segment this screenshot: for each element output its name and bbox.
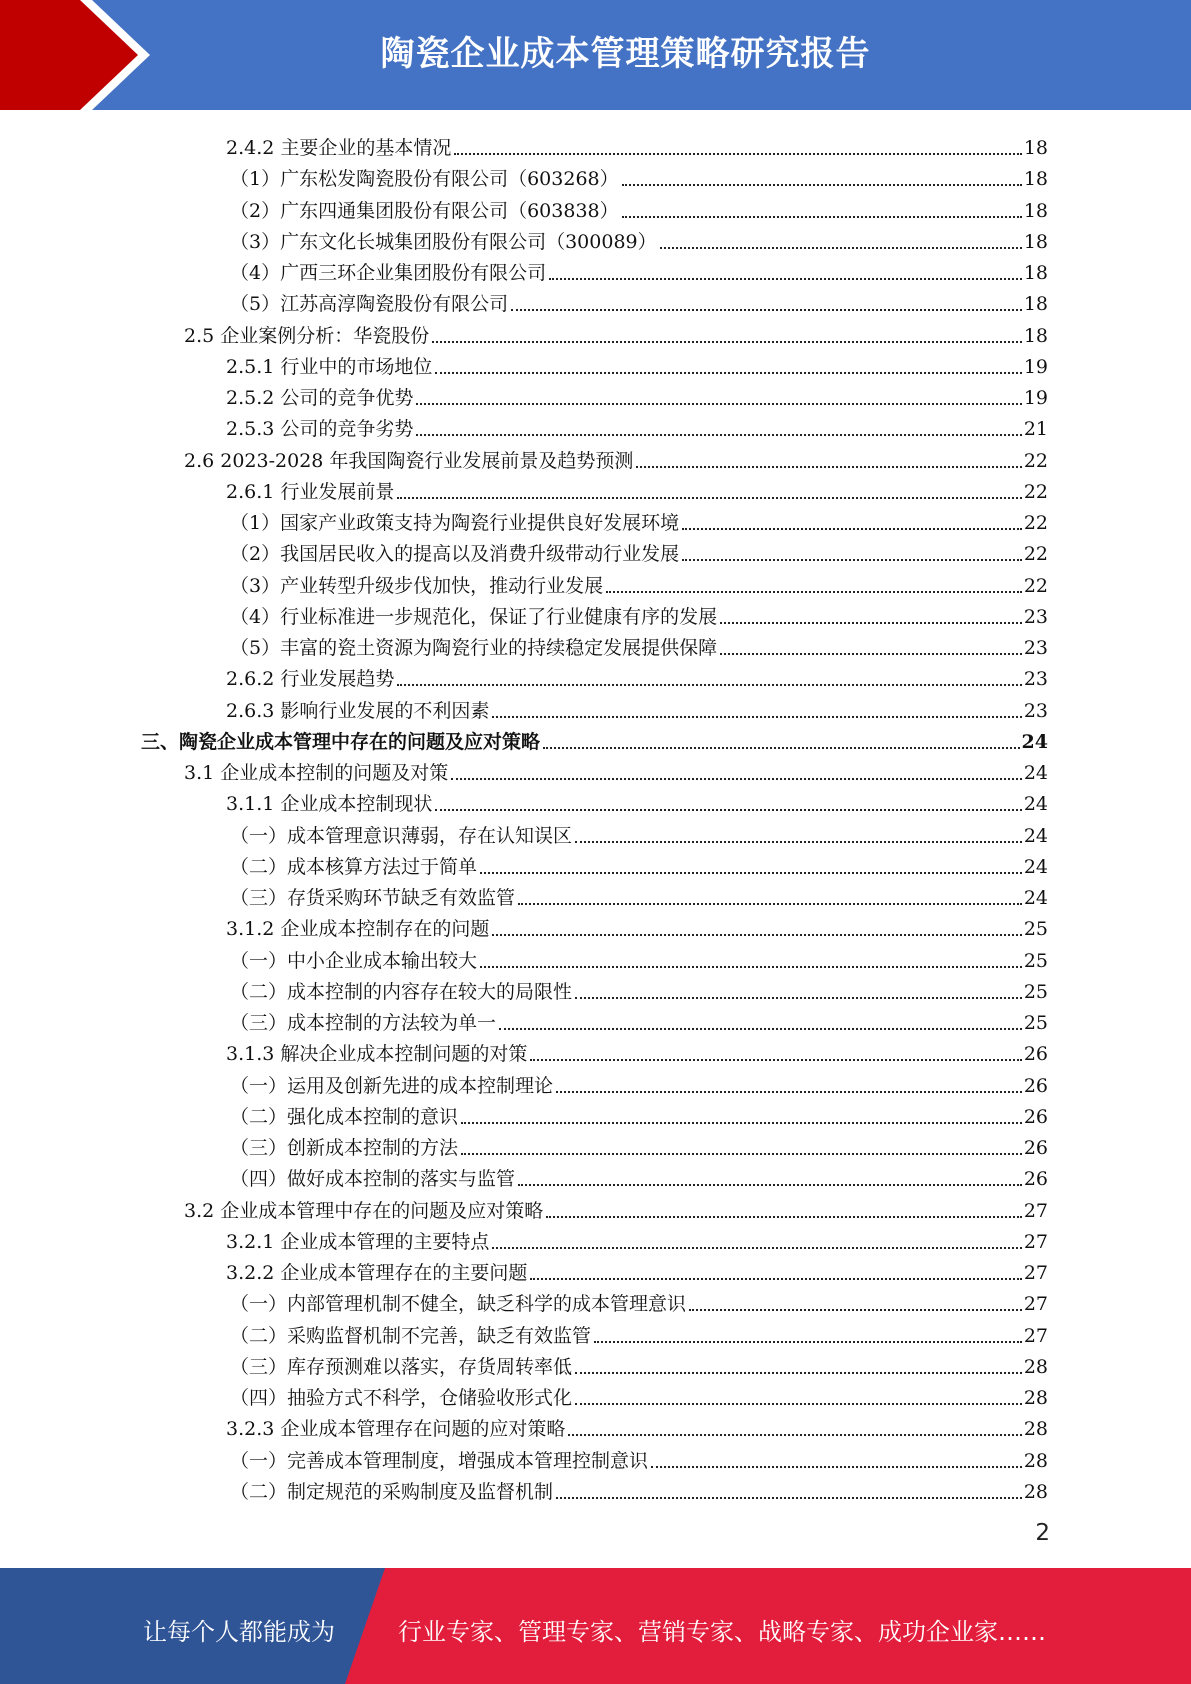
toc-entry-page: 22 <box>1023 543 1048 566</box>
toc-dot-leader <box>549 278 1022 280</box>
toc-dot-leader <box>622 184 1022 186</box>
toc-entry-label: 2.5.1 行业中的市场地位 <box>226 355 433 378</box>
toc-entry-label: 2.5 企业案例分析：华瓷股份 <box>184 324 430 347</box>
toc-entry-page: 26 <box>1023 1105 1048 1128</box>
toc-dot-leader <box>480 872 1022 874</box>
toc-dot-leader <box>636 466 1021 468</box>
toc-dot-leader <box>543 747 1020 749</box>
toc-entry[interactable] <box>230 1316 1048 1347</box>
toc-entry-page: 22 <box>1023 449 1048 472</box>
toc-entry-label: （一）运用及创新先进的成本控制理论 <box>230 1074 554 1097</box>
toc-entry-page: 25 <box>1023 1012 1048 1034</box>
toc-entry-page: 28 <box>1023 1355 1048 1378</box>
toc-dot-leader <box>720 653 1022 655</box>
toc-entry-page: 22 <box>1023 480 1048 503</box>
toc-entry[interactable] <box>230 1441 1048 1472</box>
toc-entry-label: （2）我国居民收入的提高以及消费升级带动行业发展 <box>230 543 680 566</box>
toc-dot-leader <box>416 403 1021 405</box>
toc-entry-label: 2.4.2 主要企业的基本情况 <box>226 137 452 159</box>
toc-entry-label: （1）广东松发陶瓷股份有限公司（603268） <box>230 168 619 191</box>
page-number: 2 <box>1035 1520 1050 1546</box>
toc-entry[interactable] <box>226 128 1048 159</box>
toc-entry-label: 三、陶瓷企业成本管理中存在的问题及应对策略 <box>141 730 541 753</box>
toc-entry-label: 2.5.2 公司的竞争优势 <box>226 387 414 409</box>
toc-dot-leader <box>575 1403 1022 1405</box>
toc-entry-page: 18 <box>1023 324 1048 347</box>
toc-entry-label: （4）广西三环企业集团股份有限公司 <box>230 262 547 284</box>
toc-entry-page: 25 <box>1023 949 1048 972</box>
toc-dot-leader <box>511 309 1022 311</box>
toc-entry-label: 3.1.3 解决企业成本控制问题的对策 <box>226 1043 528 1066</box>
toc-dot-leader <box>518 903 1022 905</box>
toc-entry[interactable] <box>184 316 1048 347</box>
toc-entry-label: 3.2.3 企业成本管理存在问题的应对策略 <box>226 1418 566 1441</box>
toc-dot-leader <box>492 716 1021 718</box>
toc-entry-label: （一）成本管理意识薄弱，存在认知误区 <box>230 824 573 847</box>
toc-entry[interactable] <box>230 1284 1048 1315</box>
toc-entry[interactable] <box>184 753 1048 784</box>
toc-entry-page: 18 <box>1023 168 1048 191</box>
toc-entry-page: 18 <box>1023 137 1048 159</box>
toc-entry-label: （三）成本控制的方法较为单一 <box>230 1012 497 1034</box>
toc-dot-leader <box>575 1372 1022 1374</box>
toc-dot-leader <box>454 153 1021 155</box>
toc-dot-leader <box>568 1434 1021 1436</box>
toc-entry-label: （2）广东四通集团股份有限公司（603838） <box>230 199 619 222</box>
toc-entry[interactable] <box>230 628 1048 659</box>
toc-entry-page: 28 <box>1023 1418 1048 1441</box>
toc-dot-leader <box>689 1309 1022 1311</box>
toc-entry-page: 28 <box>1023 1449 1048 1472</box>
report-title: 陶瓷企业成本管理策略研究报告 <box>380 34 871 74</box>
toc-entry-page: 28 <box>1023 1480 1048 1503</box>
toc-entry-label: （二）采购监督机制不完善，缺乏有效监管 <box>230 1324 592 1347</box>
toc-dot-leader <box>575 997 1022 999</box>
footer-slogan-right: 行业专家、管理专家、营销专家、战略专家、成功企业家…… <box>398 1618 1046 1646</box>
toc-entry[interactable] <box>230 878 1048 909</box>
toc-entry-page: 26 <box>1023 1168 1048 1191</box>
toc-entry-page: 24 <box>1023 887 1048 909</box>
toc-entry-page: 23 <box>1023 605 1048 628</box>
toc-entry[interactable] <box>226 691 1048 722</box>
toc-entry[interactable] <box>226 784 1048 815</box>
toc-entry-label: （二）成本控制的内容存在较大的局限性 <box>230 980 573 1003</box>
toc-dot-leader <box>480 966 1022 968</box>
toc-entry-page: 19 <box>1023 387 1048 409</box>
toc-entry[interactable] <box>226 909 1048 940</box>
toc-entry-page: 24 <box>1023 824 1048 847</box>
toc-entry-label: 2.6.1 行业发展前景 <box>226 480 395 503</box>
toc-dot-leader <box>432 341 1022 343</box>
toc-entry-label: （二）制定规范的采购制度及监督机制 <box>230 1480 554 1503</box>
toc-dot-leader <box>492 934 1021 936</box>
toc-entry-page: 25 <box>1023 980 1048 1003</box>
toc-dot-leader <box>594 1341 1022 1343</box>
toc-dot-leader <box>622 216 1022 218</box>
toc-entry[interactable] <box>226 347 1048 378</box>
toc-entry-page: 24 <box>1023 793 1048 816</box>
toc-entry-page: 26 <box>1023 1074 1048 1097</box>
toc-entry-label: （3）广东文化长城集团股份有限公司（300089） <box>230 230 657 253</box>
toc-entry[interactable] <box>230 1347 1048 1378</box>
toc-entry-page: 22 <box>1023 574 1048 597</box>
toc-entry[interactable] <box>230 1003 1048 1034</box>
toc-entry[interactable] <box>230 222 1048 253</box>
toc-dot-leader <box>530 1059 1021 1061</box>
toc-entry-page: 23 <box>1023 699 1048 722</box>
toc-entry[interactable] <box>230 191 1048 222</box>
toc-entry[interactable] <box>184 441 1048 472</box>
toc-entry-label: 2.6.3 影响行业发展的不利因素 <box>226 699 490 722</box>
footer-slogan-left: 让每个人都能成为 <box>143 1618 335 1646</box>
toc-entry-label: 3.2.2 企业成本管理存在的主要问题 <box>226 1262 528 1284</box>
toc-dot-leader <box>461 1122 1022 1124</box>
toc-entry[interactable] <box>141 722 1048 753</box>
toc-dot-leader <box>546 1216 1022 1218</box>
toc-entry-page: 19 <box>1023 355 1048 378</box>
toc-entry[interactable] <box>230 284 1048 315</box>
toc-dot-leader <box>397 497 1021 499</box>
toc-entry-label: （四）抽验方式不科学，仓储验收形式化 <box>230 1387 573 1409</box>
toc-entry[interactable] <box>184 1191 1048 1222</box>
toc-entry-page: 24 <box>1023 762 1048 784</box>
toc-entry[interactable] <box>230 503 1048 534</box>
toc-entry-label: （三）库存预测难以落实，存货周转率低 <box>230 1355 573 1378</box>
toc-entry-label: （一）内部管理机制不健全，缺乏科学的成本管理意识 <box>230 1293 687 1316</box>
toc-entry-label: （三）存货采购环节缺乏有效监管 <box>230 887 516 909</box>
toc-entry-page: 25 <box>1023 918 1048 941</box>
toc-entry[interactable] <box>226 1034 1048 1065</box>
toc-dot-leader <box>499 1028 1022 1030</box>
toc-entry[interactable] <box>226 659 1048 690</box>
toc-entry-label: 2.6.2 行业发展趋势 <box>226 668 395 691</box>
toc-entry-page: 18 <box>1023 293 1048 316</box>
toc-dot-leader <box>416 434 1021 436</box>
page-header <box>0 0 1191 110</box>
toc-entry[interactable] <box>226 472 1048 503</box>
toc-entry-label: （5）江苏高淳陶瓷股份有限公司 <box>230 293 509 316</box>
toc-entry-label: （4）行业标准进一步规范化，保证了行业健康有序的发展 <box>230 605 718 628</box>
toc-entry-page: 23 <box>1023 637 1048 659</box>
toc-dot-leader <box>530 1278 1021 1280</box>
toc-dot-leader <box>556 1497 1022 1499</box>
toc-entry[interactable] <box>230 597 1048 628</box>
toc-entry-page: 21 <box>1023 418 1048 441</box>
toc-dot-leader <box>682 559 1022 561</box>
toc-entry-label: 3.2 企业成本管理中存在的问题及应对策略 <box>184 1199 544 1222</box>
toc-dot-leader <box>435 372 1021 374</box>
toc-entry-page: 18 <box>1023 199 1048 222</box>
toc-dot-leader <box>451 778 1022 780</box>
toc-entry[interactable] <box>230 1097 1048 1128</box>
toc-entry[interactable] <box>230 972 1048 1003</box>
toc-entry-label: （5）丰富的瓷土资源为陶瓷行业的持续稳定发展提供保障 <box>230 637 718 659</box>
toc-dot-leader <box>435 809 1021 811</box>
toc-dot-leader <box>518 1184 1022 1186</box>
toc-entry-label: 3.2.1 企业成本管理的主要特点 <box>226 1230 490 1253</box>
toc-entry-page: 23 <box>1023 668 1048 691</box>
toc-entry-label: （二）强化成本控制的意识 <box>230 1105 459 1128</box>
toc-entry-label: 3.1 企业成本控制的问题及对策 <box>184 762 449 784</box>
toc-dot-leader <box>461 1153 1022 1155</box>
toc-entry[interactable] <box>230 816 1048 847</box>
toc-entry-label: 2.6 2023-2028 年我国陶瓷行业发展前景及趋势预测 <box>184 449 634 472</box>
toc-dot-leader <box>492 1247 1021 1249</box>
toc-dot-leader <box>575 841 1022 843</box>
toc-entry-page: 26 <box>1023 1043 1048 1066</box>
toc-entry-page: 22 <box>1023 512 1048 534</box>
toc-entry[interactable] <box>230 159 1048 190</box>
toc-entry[interactable] <box>226 1253 1048 1284</box>
toc-entry-page: 27 <box>1023 1324 1048 1347</box>
toc-entry[interactable] <box>230 1066 1048 1097</box>
toc-entry-page: 24 <box>1023 855 1048 878</box>
toc-entry[interactable] <box>230 566 1048 597</box>
toc-entry-label: 3.1.2 企业成本控制存在的问题 <box>226 918 490 941</box>
toc-dot-leader <box>556 1091 1022 1093</box>
toc-entry-page: 24 <box>1021 730 1048 753</box>
toc-entry[interactable] <box>226 1222 1048 1253</box>
toc-entry[interactable] <box>230 847 1048 878</box>
toc-entry-page: 27 <box>1023 1199 1048 1222</box>
toc-entry-page: 28 <box>1023 1387 1048 1409</box>
toc-entry-label: （二）成本核算方法过于简单 <box>230 855 478 878</box>
toc-dot-leader <box>720 622 1022 624</box>
toc-entry[interactable] <box>230 534 1048 565</box>
toc-entry-label: 3.1.1 企业成本控制现状 <box>226 793 433 816</box>
toc-entry[interactable] <box>230 1472 1048 1503</box>
toc-dot-leader <box>606 591 1022 593</box>
toc-entry-page: 18 <box>1023 262 1048 284</box>
toc-entry-page: 27 <box>1023 1293 1048 1316</box>
toc-entry-label: （3）产业转型升级步伐加快，推动行业发展 <box>230 574 604 597</box>
toc-entry-label: （1）国家产业政策支持为陶瓷行业提供良好发展环境 <box>230 512 680 534</box>
toc-entry[interactable] <box>230 1378 1048 1409</box>
toc-entry-page: 18 <box>1023 230 1048 253</box>
toc-dot-leader <box>397 684 1021 686</box>
toc-entry[interactable] <box>230 1159 1048 1190</box>
toc-entry[interactable] <box>226 409 1048 440</box>
toc-entry-label: 2.5.3 公司的竞争劣势 <box>226 418 414 441</box>
toc-entry-label: （一）中小企业成本输出较大 <box>230 949 478 972</box>
toc-entry-label: （一）完善成本管理制度，增强成本管理控制意识 <box>230 1449 649 1472</box>
toc-dot-leader <box>651 1466 1022 1468</box>
toc-entry[interactable] <box>230 941 1048 972</box>
toc-entry-page: 27 <box>1023 1230 1048 1253</box>
toc-entry-page: 26 <box>1023 1137 1048 1159</box>
toc-entry-label: （四）做好成本控制的落实与监管 <box>230 1168 516 1191</box>
page-footer <box>0 1568 1191 1684</box>
toc-entry[interactable] <box>226 378 1048 409</box>
toc-entry-page: 27 <box>1023 1262 1048 1284</box>
toc-entry[interactable] <box>230 1128 1048 1159</box>
toc-entry[interactable] <box>226 1409 1048 1440</box>
toc-entry[interactable] <box>230 253 1048 284</box>
toc-entry-label: （三）创新成本控制的方法 <box>230 1137 459 1159</box>
toc-dot-leader <box>682 528 1022 530</box>
toc-dot-leader <box>660 247 1022 249</box>
